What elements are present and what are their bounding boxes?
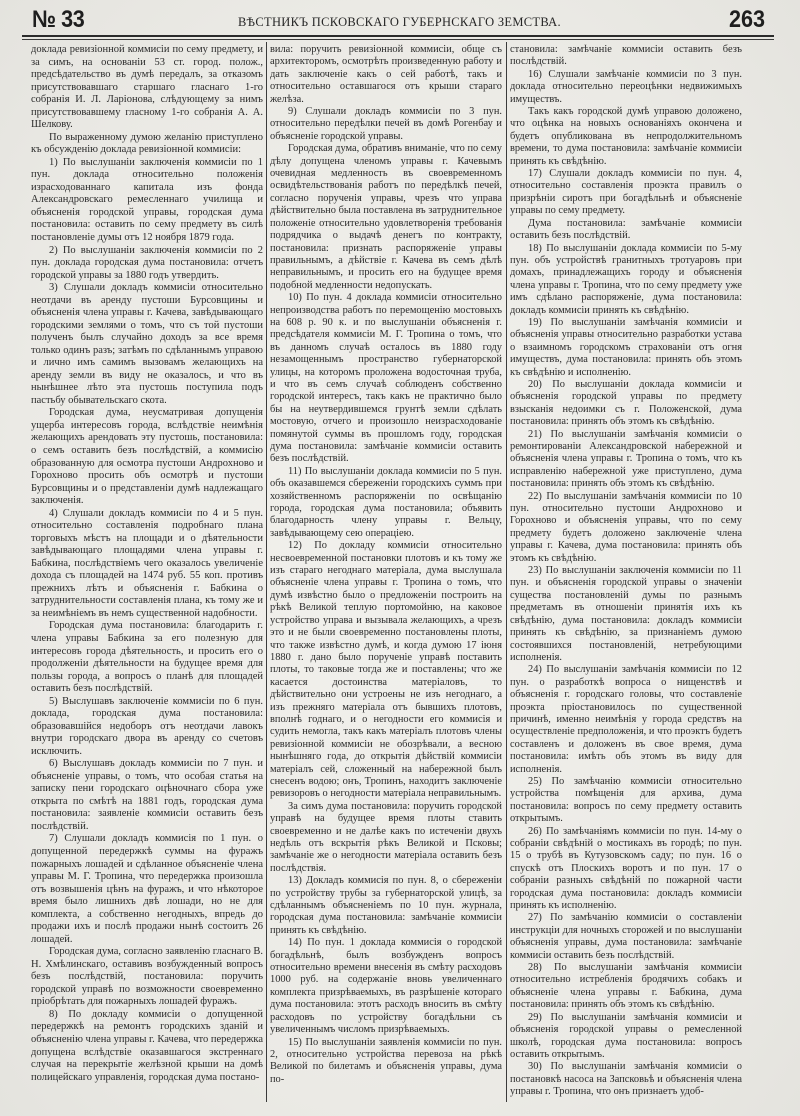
- header-rule-thin: [22, 39, 774, 40]
- paragraph: 30) По выслушаніи замѣчанія коммисіи о постановкѣ насоса на Запсковьѣ и объясненія члена управы г. Тропина, что онъ признаетъ удоб-: [510, 1061, 742, 1098]
- paragraph: 3) Слушали докладъ коммисіи относительно неотдачи въ аренду пустоши Бурсовщины и объясненія члена управы г. Качева, завѣдывающаго городскими землями о томъ, что съ той пустоши полученъ былъ случайно доходъ за все время только одинъ разъ; затѣмъ по сдѣланнымъ управою и лично имъ самимъ вызовамъ желающихъ на аренду земли въ виду не оказалось, и что въ нынѣшнее лѣто эта пустошь поступила подъ пастьбу обывательскаго скота.: [31, 282, 263, 406]
- issue-number: № 33: [32, 6, 85, 33]
- paragraph: 23) По выслушаніи заключенія коммисіи по 11 пун. и объясненія городской управы о значеніи существа постановленій думы по разнымъ предметамъ въ отношеніи принятія ихъ къ свѣдѣнію, дума постановила: докладъ коммисіи принять къ свѣдѣнію, за признаніемъ думою состоявшихся постановленій, нетребующими исполненія.: [510, 565, 742, 663]
- paragraph: 22) По выслушаніи замѣчанія коммисіи по 10 пун. относительно пустоши Андрохново и Горохново и объясненія управы, что по сему предмету будетъ доложено заключеніе члена управы г. Качева, дума постановила: принять объ этомъ къ свѣдѣнію.: [510, 490, 742, 564]
- paragraph: За симъ дума постановила: поручить городской управѣ на будущее время плоты ставить своевременно и не далѣе какъ по истеченіи двухъ недѣль отъ вскрытія рѣкъ Великой и Псковы; замѣчаніе же о негодности матеріала оставить безъ послѣдствія.: [270, 800, 502, 874]
- paragraph: 20) По выслушаніи доклада коммисіи и объясненія городской управы по предмету взысканія недоимки съ г. Положенской, дума постановила: принять объ этомъ къ свѣдѣнію.: [510, 378, 742, 428]
- text-column-3: [510, 44, 742, 1099]
- paragraph: 12) По докладу коммисіи относительно несвоевременной постановки плотовъ и къ тому же изъ стараго негоднаго матеріала, дума выслушала объясненіе члена управы г. Тропина о томъ, что думѣ извѣстно было о предложеніи построить на рѣкѣ Великой теплую портомойню, на каковое устройство управа и вызывала желающихъ, а чрезъ это и не были своевременно постановлены плоты, что также извѣстно думѣ, и когда думою 17 іюня 1880 г. дано было порученіе управѣ поставить плоты, то таковые тогда же и поставлены; что же касается достоинства матеріаловъ, то дѣйствительно они устроены не изъ негоднаго, а изъ прежняго матеріала отъ бывшихъ плотовъ, вполнѣ годнаго, и о негодности его коммисія и судить немогла, такъ какъ матеріалъ плотовъ члены ревизіонной коммисіи не обозрѣвали, а весною нынѣшняго года, до открытія дѣйствій коммисіи матеріалъ сей, сложенный на набережной былъ снесенъ водою; онъ, Тропинъ, находитъ заключеніе ревизоровъ о негодности матеріала неправильнымъ.: [270, 540, 502, 800]
- paragraph: 16) Слушали замѣчаніе коммисіи по 3 пун. доклада относительно переоцѣнки недвижимыхъ имуществъ.: [510, 68, 742, 105]
- paragraph: 25) По замѣчанію коммисіи относительно устройства помѣщенія для архива, дума постановила: вопросъ по сему предмету оставить открытымъ.: [510, 775, 742, 825]
- column-divider: [506, 42, 507, 1102]
- paragraph: Городская дума, согласно заявленію гласнаго В. Н. Хмѣлинскаго, оставивъ возбужденный вопросъ безъ послѣдствій, постановила: поручить городской управѣ по возможности своевременно пріобрѣтать для пожарныхъ лошадей фуражъ.: [31, 946, 263, 1008]
- paragraph: 17) Слушали докладъ коммисіи по пун. 4, относительно составленія проэкта правилъ о призрѣніи сиротъ при богадѣльнѣ и объясненіе управы по сему предмету.: [510, 168, 742, 217]
- paragraph: Городская дума, обративъ вниманіе, что по сему дѣлу допущена членомъ управы г. Качевымъ очевидная медленность въ своевременномъ освидѣтельствованія работъ по передѣлкѣ печей, согласно порученія управы, чрезъ что управа дѣйствительно была поставлена въ затруднительное положеніе относительно удовлетворенія требованія подрядчика о выдачѣ денегъ по контракту, постановила: признать распоряженіе управы правильнымъ, а дѣйствіе г. Качева въ семъ дѣлѣ неправильнымъ, и просить его на будущее время подобной медленности недопускать.: [270, 143, 502, 291]
- paragraph: 27) По замѣчанію коммисіи о составленіи инструкціи для ночныхъ сторожей и по выслушаніи объясненія управы, дума постановила: замѣчаніе коммисіи оставить безъ послѣдствій.: [510, 912, 742, 961]
- paragraph: доклада ревизіонной коммисіи по сему предмету, и за симъ, на основаніи 53 ст. город. полож., предсѣдательство въ думѣ передалъ, за отказомъ присутствовавшаго старшаго гласнаго 1-го собранія И. Л. Ларіонова, слѣдующему за нимъ присутствовавшему гласному 1-го собранія А. А. Шелкову.: [31, 44, 263, 131]
- paragraph: 5) Выслушавъ заключеніе коммисіи по 6 пун. доклада, городская дума постановила: образовавшійся недоборъ отъ неотдачи лавокъ внутри городскаго двора въ аренду со счетовъ исключить.: [31, 695, 263, 757]
- paragraph: 29) По выслушаніи замѣчанія коммисіи и объясненія городской управы о ремесленной школѣ, городская дума постановила: вопросъ оставить открытымъ.: [510, 1011, 742, 1060]
- paragraph: вила: поручить ревизіонной коммисіи, обще съ архитекторомъ, осмотрѣть произведенную работу и дать заключеніе какъ о сей работѣ, такъ и относительно оставшагося отъ крыши стараго желѣза.: [270, 44, 502, 105]
- paragraph: 1) По выслушаніи заключенія коммисіи по 1 пун. доклада относительно положенія израсходованнаго капитала изъ фонда Александровскаго ремесленнаго училища и объясненія городской управы, городская дума постановила: оставить по сему предмету въ силѣ постановленіе думы отъ 12 ноября 1879 года.: [31, 156, 263, 243]
- paragraph: 15) По выслушаніи заявленія коммисіи по пун. 2, относительно устройства перевоза на рѣкѣ Великой по билетамъ и объясненія управы, дума по-: [270, 1036, 502, 1085]
- paragraph: 24) По выслушаніи замѣчанія коммисіи по 12 пун. о разработкѣ вопроса о нищенствѣ и объясненія г. городскаго головы, что составленіе проэкта пріостановилось по существенной причинѣ, именно неимѣнія у города средствъ на осуществленіе предположенія, и что проэктъ будетъ составленъ и доложенъ въ свое время, дума постановила: имѣть объ этомъ въ виду для исполненія.: [510, 664, 742, 775]
- paragraph: 2) По выслушаніи заключенія коммисіи по 2 пун. доклада городская дума постановила: отчетъ городской управы за 1880 годъ утвердить.: [31, 244, 263, 281]
- paragraph: 19) По выслушаніи замѣчанія коммисіи и объясненія управы относительно разработки устава о взаимномъ городскомъ страхованіи отъ огня имуществъ, дума постановила: принять объ этомъ къ свѣдѣнію и исполненію.: [510, 316, 742, 378]
- paragraph: По выраженному думою желанію приступлено къ обсужденію доклада ревизіонной коммисіи:: [31, 131, 263, 156]
- paragraph: Городская дума, неусматривая допущенія ущерба интересовъ города, вслѣдствіе неимѣнія желающихъ арендовать эту пустошь, постановила: о семъ оставить безъ послѣдствій, а коммисію образованную для осмотра пустоши Андрохново и Горохново просить объ осмотрѣ и пустоши Бурсовщины и о представленіи думѣ надлежащаго заключенія.: [31, 407, 263, 507]
- text-column-1: [31, 44, 263, 1084]
- paragraph: 21) По выслушаніи замѣчанія коммисіи о ремонтированіи Александровской набережной и объясненія члена управы г. Тропина о томъ, что къ исправленію набережной уже приступлено, дума постановила: принять объ этомъ къ свѣдѣнію.: [510, 428, 742, 490]
- column-divider: [266, 42, 267, 1102]
- paragraph: Дума постановила: замѣчаніе коммисіи оставить безъ послѣдствій.: [510, 217, 742, 242]
- paragraph: 13) Докладъ коммисія по пун. 8, о сбереженіи по устройству трубы за губернаторской улицѣ, за сдѣланнымъ объясненіемъ по 10 пун. журнала, городская дума постановила: замѣчаніе коммисіи принять къ свѣдѣнію.: [270, 875, 502, 936]
- paragraph: 26) По замѣчаніямъ коммисіи по пун. 14-му о собраніи свѣдѣній о мостикахъ въ городѣ; по пун. 15 о трубѣ въ Кутузовскомъ саду; по пун. 16 о спускѣ отъ Плоскихъ воротъ и по пун. 17 о собраніи разныхъ свѣдѣній по пожарной части городская дума постановила: докладъ коммисіи принять къ исполненію.: [510, 825, 742, 912]
- paragraph: 8) По докладу коммисіи о допущенной передержкѣ на ремонтъ городскихъ зданій и объясненію члена управы г. Качева, что передержка допущена вслѣдствіе оказавшагося экстреннаго случая на перекрытіе желѣзной крыши на домѣ полицейскаго управленія, городская дума постано-: [31, 1008, 263, 1083]
- paragraph: 4) Слушали докладъ коммисіи по 4 и 5 пун. относительно составленія подробнаго плана торговыхъ мѣстъ на площади и о дѣятельности завѣдывающаго площадями члена управы г. Бабкина, послѣдствіемъ чего оказалось увеличеніе дохода съ площадей на 1474 руб. 55 коп. противъ прежнихъ лѣтъ и объясненія г. Бабкина о затруднительности составленія плана, къ тому же и за неимѣніемъ въ немъ существенной надобности.: [31, 507, 263, 619]
- paragraph: 6) Выслушавъ докладъ коммисіи по 7 пун. и объясненіе управы, о томъ, что особая статья на записку пени городскаго оцѣночнаго сбора уже открыта по смѣтѣ на 1881 годъ, городская дума постановила: заявленіе коммисіи оставить безъ послѣдствій.: [31, 758, 263, 832]
- text-column-2: [270, 44, 502, 1086]
- paragraph: 14) По пун. 1 доклада коммисія о городской богадѣльнѣ, былъ возбужденъ вопросъ относительно времени внесенія въ смѣту расходовъ 1000 руб. на содержаніе вновь увеличеннаго комплекта призрѣваемыхъ, въ разрѣшеніе котораго дума постановила: этотъ расходъ вносить въ смѣту расходовъ по устройству богадѣльни съ увеличеннымъ числомъ призрѣваемыхъ.: [270, 937, 502, 1036]
- paragraph: Такъ какъ городской думѣ управою доложено, что оцѣнка на новыхъ основаніяхъ окончена и будетъ опубликована въ непродолжительномъ времени, то дума постановила: замѣчаніе коммисіи принять къ свѣдѣнію.: [510, 106, 742, 167]
- page-number: 263: [728, 6, 765, 33]
- paragraph: 7) Слушали докладъ коммисія по 1 пун. о допущенной передержкѣ суммы на фуражъ пожарныхъ лошадей и сдѣланное объясненіе члена управы М. Г. Тропина, что передержка произошла отъ возвышенія цѣнъ на фуражъ, и что нѣкоторое время было лишнихъ двѣ лошади, но не для комплекта, а собственно негодныхъ, впредь до продажи ихъ и послѣ продажи нынѣ состоитъ 26 лошадей.: [31, 833, 263, 945]
- paragraph: 10) По пун. 4 доклада коммисіи относительно непроизводства работъ по перемощенію мостовыхъ на 608 р. 90 к. и по выслушаніи объясненія г. предсѣдателя коммисіи М. Г. Тропина о томъ, что въ данномъ случаѣ осталось въ 1880 году незамощеннымъ пространство губернаторской улицы, на которомъ проложена водосточная труба, и что въ семъ случаѣ соблюденъ собственно городской интересъ, такъ какъ не практично было бы на неутвердившемся грунтѣ земли сдѣлать мостовую, отчего и произошло неизрасходованіе помянутой суммы въ прошломъ году, городская дума постановила: замѣчаніе коммисіи оставить безъ послѣдствій.: [270, 292, 502, 465]
- paragraph: 18) По выслушаніи доклада коммисіи по 5-му пун. объ устройствѣ гранитныхъ тротуаровъ при домахъ, принадлежащихъ городу и объясненія члена управы г. Тропина, что по сему предмету уже имъ сдѣлано распоряженіе, дума постановила: докладъ коммисіи принять къ свѣдѣнію.: [510, 242, 742, 316]
- journal-title: ВѢСТНИКЪ ПСКОВСКАГО ГУБЕРНСКАГО ЗЕМСТВА.: [238, 15, 561, 29]
- paragraph: 11) По выслушаніи доклада коммисіи по 5 пун. объ оказавшемся сбереженіи городскихъ суммъ при хозяйственномъ распоряженіи по освѣщанію города, городская дума постановила; объявить благодарность члену управы г. Вельцу, завѣдывающему сею операціею.: [270, 465, 502, 539]
- paragraph: 9) Слушали докладъ коммисіи по 3 пун. относительно передѣлки печей въ домѣ Рогенбау и объясненіе городской управы.: [270, 106, 502, 142]
- paragraph: Городская дума постановила: благодарить г. члена управы Бабкина за его полезную для интересовъ города дѣятельность, и просить его о продолженіи дѣятельности на будущее время для пользы города, а вопросъ о планѣ для площадей оставить безъ послѣдствій.: [31, 620, 263, 695]
- paragraph: 28) По выслушаніи замѣчанія коммисіи относительно истребленія бродячихъ собакъ и объясненіе члена управы г. Бабкина, дума постановила: принять объ этомъ къ свѣдѣнію.: [510, 962, 742, 1011]
- header-rule-thick: [22, 35, 774, 37]
- paragraph: становила: замѣчаніе коммисіи оставить безъ послѣдствій.: [510, 44, 742, 68]
- masthead: [22, 6, 777, 34]
